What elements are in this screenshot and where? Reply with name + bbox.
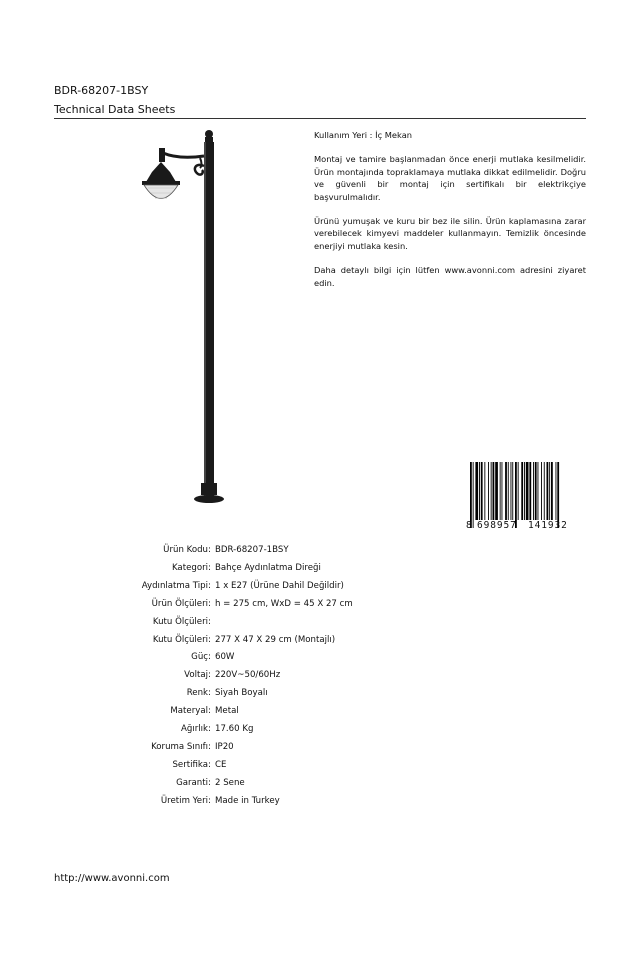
spec-label: Kutu Ölçüleri bbox=[152, 634, 208, 645]
spec-colon: : bbox=[208, 688, 211, 699]
info-panel bbox=[314, 129, 586, 301]
spec-label: Koruma Sınıfı bbox=[151, 741, 208, 752]
spec-value: 277 X 47 X 29 cm (Montajlı) bbox=[215, 634, 336, 645]
spec-label: Üretim Yeri bbox=[160, 795, 208, 806]
spec-label: Aydınlatma Tipi bbox=[141, 580, 208, 591]
barcode-bar bbox=[475, 462, 478, 520]
barcode-bar bbox=[547, 462, 549, 520]
barcode-bar bbox=[538, 462, 539, 520]
website-paragraph: Daha detaylı bilgi için lütfen www.avonni.com adresini ziyaret edin. bbox=[314, 265, 586, 288]
spec-value: CE bbox=[215, 759, 227, 770]
barcode-bar bbox=[529, 462, 531, 520]
spec-colon: : bbox=[208, 598, 211, 609]
barcode-bar bbox=[535, 462, 537, 520]
barcode-bar bbox=[544, 462, 545, 520]
spec-colon: : bbox=[208, 634, 211, 645]
barcode-bar bbox=[495, 462, 498, 520]
barcode-bar bbox=[481, 462, 483, 520]
spec-colon: : bbox=[208, 777, 211, 788]
spec-row bbox=[0, 706, 640, 720]
spec-row bbox=[0, 652, 640, 666]
document-subtitle: Technical Data Sheets bbox=[54, 103, 176, 116]
barcode-digits-right: 141932 bbox=[528, 520, 568, 531]
spec-colon: : bbox=[208, 706, 211, 717]
spec-label: Materyal bbox=[170, 706, 208, 717]
footer-url: http://www.avonni.com bbox=[54, 873, 170, 884]
usage-location: Kullanım Yeri : İç Mekan bbox=[314, 130, 413, 140]
barcode-bar bbox=[473, 462, 474, 528]
barcode-bar bbox=[557, 462, 559, 528]
spec-value: 1 x E27 (Ürüne Dahil Değildir) bbox=[215, 580, 344, 591]
barcode-bar bbox=[518, 462, 519, 520]
barcode-bar bbox=[526, 462, 529, 520]
spec-colon: : bbox=[208, 562, 211, 573]
spec-value: Made in Turkey bbox=[215, 795, 280, 806]
header-divider bbox=[54, 118, 586, 119]
spec-colon: : bbox=[208, 741, 211, 752]
spec-row bbox=[0, 670, 640, 684]
barcode-bar bbox=[551, 462, 553, 520]
barcode-bar bbox=[491, 462, 492, 520]
spec-label: Kutu Ölçüleri bbox=[152, 616, 208, 627]
spec-value: IP20 bbox=[215, 741, 234, 752]
barcode-bar bbox=[515, 462, 517, 528]
spec-label: Ürün Kodu bbox=[163, 545, 208, 555]
spec-row bbox=[0, 724, 640, 738]
barcode-bar bbox=[484, 462, 485, 520]
spec-row bbox=[0, 688, 640, 702]
product-image bbox=[130, 128, 230, 512]
barcode-bar bbox=[521, 462, 523, 520]
garden-lamp-post-icon bbox=[130, 128, 230, 508]
spec-row bbox=[0, 581, 640, 595]
spec-row bbox=[0, 742, 640, 756]
spec-label: Voltaj bbox=[184, 670, 208, 681]
spec-label: Garanti bbox=[176, 777, 208, 788]
spec-value: Siyah Boyalı bbox=[215, 688, 268, 699]
spec-colon: : bbox=[208, 759, 211, 770]
barcode-bar bbox=[549, 462, 550, 520]
spec-row bbox=[0, 617, 640, 631]
spec-colon: : bbox=[208, 545, 211, 555]
spec-row bbox=[0, 796, 640, 810]
spec-row bbox=[0, 599, 640, 613]
spec-value: 2 Sene bbox=[215, 777, 245, 788]
barcode-bar bbox=[488, 462, 489, 520]
spec-row bbox=[0, 545, 640, 559]
spec-colon: : bbox=[208, 616, 211, 627]
barcode-bar bbox=[541, 462, 542, 520]
spec-value: 17.60 Kg bbox=[215, 724, 254, 734]
barcode-bar bbox=[512, 462, 513, 520]
spec-colon: : bbox=[208, 580, 211, 591]
document-code: BDR-68207-1BSY bbox=[54, 84, 149, 97]
spec-row bbox=[0, 635, 640, 649]
spec-colon: : bbox=[208, 652, 211, 663]
barcode-bar bbox=[508, 462, 509, 520]
spec-label: Güç bbox=[191, 652, 208, 663]
spec-value: Metal bbox=[215, 706, 239, 717]
barcode bbox=[466, 462, 586, 536]
spec-value: 60W bbox=[215, 652, 235, 663]
safety-paragraph: Montaj ve tamire başlanmadan önce enerji mutlaka kesilmelidir. Ürün montajında topraklamaya mutlaka dikkat edilmelidir. Doğru ve güvenli bir montaj için sertifikalı bir elektrikçiye başvurulmalıdır. bbox=[314, 154, 586, 202]
spec-label: Renk bbox=[186, 688, 208, 699]
spec-label: Kategori bbox=[171, 562, 208, 573]
barcode-bar bbox=[524, 462, 525, 520]
barcode-bar bbox=[493, 462, 495, 520]
spec-value: 220V~50/60Hz bbox=[215, 670, 281, 681]
spec-label: Ağırlık bbox=[180, 724, 208, 734]
barcode-bar bbox=[502, 462, 503, 520]
spec-value: h = 275 cm, WxD = 45 X 27 cm bbox=[215, 598, 353, 609]
spec-row bbox=[0, 778, 640, 792]
barcode-bar bbox=[511, 462, 512, 520]
spec-colon: : bbox=[208, 795, 211, 806]
barcode-digits-left: 698957 bbox=[477, 520, 517, 531]
barcode-digit-lead: 8 bbox=[466, 520, 473, 531]
barcode-bar bbox=[500, 462, 501, 520]
spec-value: BDR-68207-1BSY bbox=[215, 545, 289, 555]
spec-value: Bahçe Aydınlatma Direği bbox=[215, 562, 321, 573]
barcode-bar bbox=[533, 462, 534, 520]
cleaning-paragraph: Ürünü yumuşak ve kuru bir bez ile silin. Ürün kaplamasına zarar verebilecek kimyevi maddeler kullanmayın. Temizlik öncesinde enerjiyi mutlaka kesin. bbox=[314, 216, 586, 251]
spec-label: Sertifika bbox=[172, 759, 208, 770]
spec-row bbox=[0, 563, 640, 577]
spec-row bbox=[0, 760, 640, 774]
barcode-bar bbox=[479, 462, 480, 520]
barcode-bar bbox=[556, 462, 557, 520]
barcode-bar bbox=[505, 462, 507, 520]
barcode-bar bbox=[470, 462, 472, 528]
spec-label: Ürün Ölçüleri bbox=[151, 598, 208, 609]
spec-colon: : bbox=[208, 670, 211, 681]
spec-colon: : bbox=[208, 724, 211, 734]
